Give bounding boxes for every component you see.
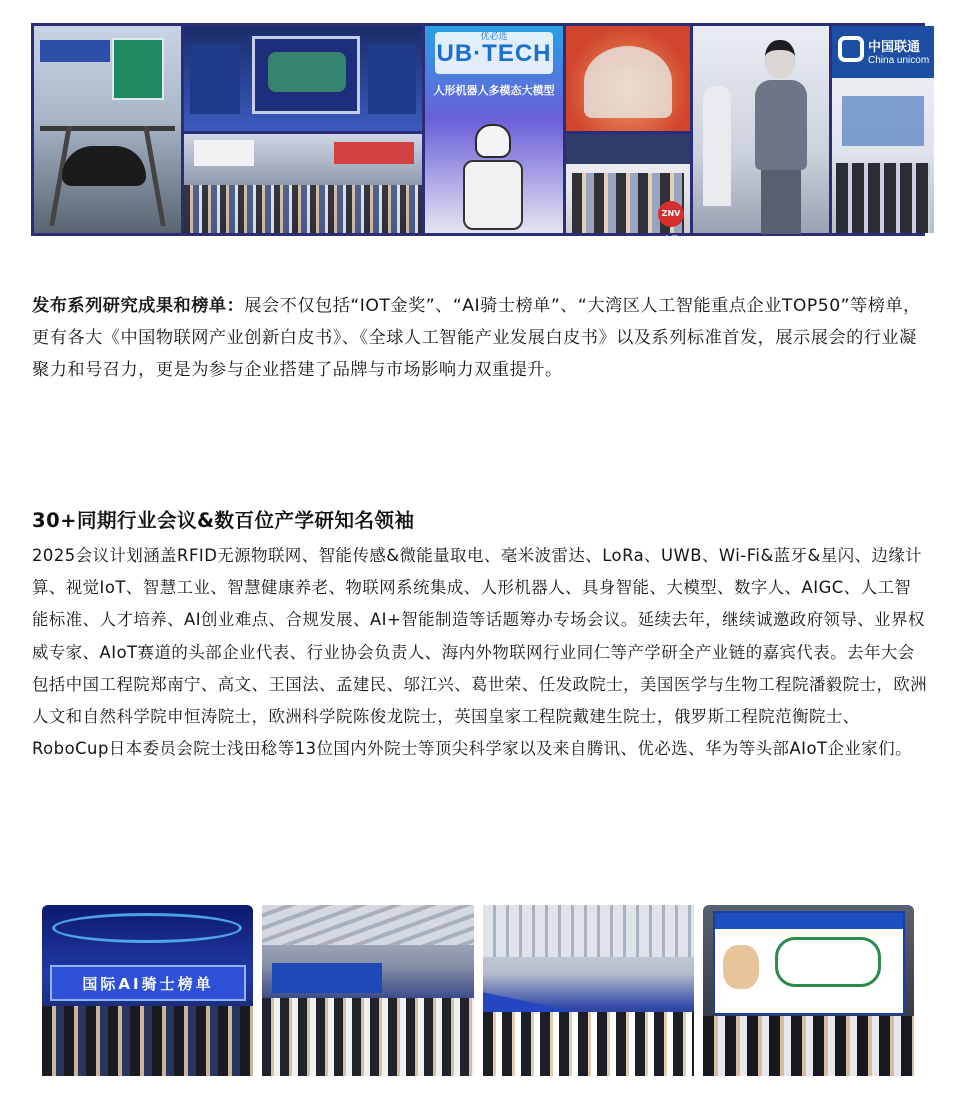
znv-badge: ZNV力维: [658, 201, 684, 227]
ubtech-logo: UB·TECH: [436, 40, 552, 67]
building-model-photo: [566, 26, 690, 131]
ubtech-robot-photo: [425, 26, 563, 233]
monorail-vehicle-photo: [34, 26, 181, 233]
humanoid-robot-photo: [693, 26, 829, 233]
research-results-paragraph: [32, 290, 928, 386]
conference-audience-photo: [483, 905, 694, 1076]
unicom-name-cn: 中国联通: [868, 40, 921, 55]
conference-section-heading: 30+同期行业会议&数百位产学研知名领袖: [32, 509, 415, 532]
ubtech-tagline: 人形机器人多模态大模型: [433, 84, 555, 97]
research-results-body: 展会不仅包括“IOT金奖”、“AI骑士榜单”、“大湾区人工智能重点企业TOP50”等榜单，更有各大《中国物联网产业创新白皮书》、《全球人工智能产业发展白皮书》以及系列标准首发，展示展会的行业凝聚力和号召力，更是为参与企业搭建了品牌与市场影响力双重提升。: [32, 296, 921, 380]
china-unicom-booth-photo: [832, 26, 934, 233]
stage-title: 国际AI骑士榜单: [82, 975, 214, 993]
booth-visitors-photo: [566, 134, 690, 244]
ai-knight-ceremony-photo: [42, 905, 253, 1076]
unicom-name-en: China unicom: [868, 55, 930, 66]
booth-screen-photo: [184, 26, 422, 131]
conference-photo-row: [42, 905, 914, 1076]
exhibition-crowd-photo: [184, 134, 422, 233]
exhibition-photo-collage: [31, 23, 930, 244]
forum-hall-photo: [262, 905, 473, 1076]
research-results-lead: 发布系列研究成果和榜单：: [32, 296, 245, 316]
keynote-presentation-photo: [703, 905, 914, 1076]
unicom-logo-icon: [838, 36, 864, 62]
conference-paragraph: 2025会议计划涵盖RFID无源物联网、智能传感&微能量取电、毫米波雷达、LoRa、UWB、Wi-Fi&蓝牙&星闪、边缘计算、视觉IoT、智慧工业、智慧健康养老、物联网系统集成、人形机器人、具身智能、大模型、数字人、AIGC、人工智能标准、人才培养、AI创业难点、合规发展、AI+智能制造等话题筹办专场会议。延续去年，继续诚邀政府领导、业界权威专家、AIoT赛道的头部企业代表、行业协会负责人、海内外物联网行业同仁等产学研全产业链的嘉宾代表。去年大会包括中国工程院郑南宁、高文、王国法、孟建民、邬江兴、葛世荣、任发政院士，美国医学与生物工程院潘毅院士，欧洲人文和自然科学院申恒涛院士，欧洲科学院陈俊龙院士，英国皇家工程院戴建生院士，俄罗斯工程院范衡院士、RoboCup日本委员会院士浅田稔等13位国内外院士等顶尖科学家以及来自腾讯、优必选、华为等头部AIoT企业家们。: [32, 546, 928, 759]
ubtech-logo-cn: 优必选: [480, 32, 508, 42]
